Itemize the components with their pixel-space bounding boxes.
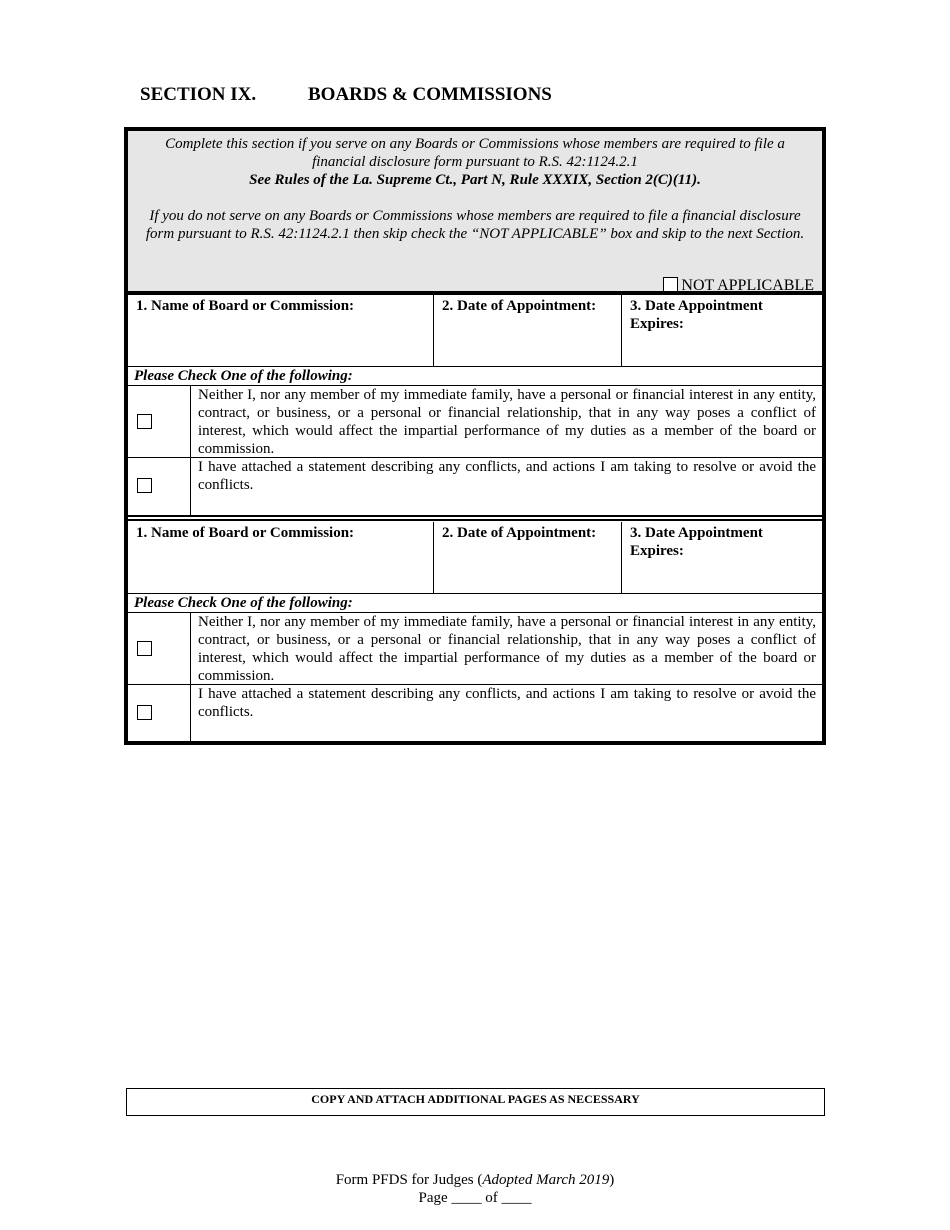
appointment-date-field[interactable] (434, 522, 622, 594)
option-no-conflict (128, 613, 822, 685)
conflict-statement-checkbox[interactable] (137, 705, 152, 720)
form-adopted: Adopted March 2019 (482, 1172, 610, 1188)
no-conflict-checkbox[interactable] (137, 414, 152, 429)
form-prefix: Form PFDS for Judges ( (335, 1172, 483, 1188)
appointment-date-label: 2. Date of Appointment: (442, 298, 597, 314)
divider (128, 519, 822, 521)
expiry-date-field[interactable] (622, 522, 822, 594)
checkbox-cell (128, 685, 191, 741)
board-header-row (128, 295, 822, 367)
section-name: BOARDS & COMMISSIONS (308, 84, 552, 105)
option-no-conflict (128, 386, 822, 458)
not-applicable-checkbox[interactable] (663, 277, 678, 292)
conflict-statement-text: I have attached a statement describing any conflicts, and actions I am taking to resolve or avoid the conflicts. (198, 686, 816, 720)
board-name-field[interactable] (128, 522, 434, 594)
conflict-statement-checkbox[interactable] (137, 478, 152, 493)
boards-form-frame (124, 127, 826, 745)
option-conflict-statement (128, 458, 822, 515)
section-number: SECTION IX. (140, 84, 257, 105)
appointment-date-field[interactable] (434, 295, 622, 367)
checkbox-cell (128, 613, 191, 684)
not-applicable-label: NOT APPLICABLE (681, 277, 814, 294)
expiry-date-label: 3. Date Appointment Expires: (630, 298, 763, 332)
board-name-field[interactable] (128, 295, 434, 367)
check-one-label: Please Check One of the following: (128, 594, 822, 613)
appointment-date-label: 2. Date of Appointment: (442, 525, 597, 541)
board-entry-2 (128, 522, 822, 741)
conflict-statement-text: I have attached a statement describing any conflicts, and actions I am taking to resolve or avoid the conflicts. (198, 459, 816, 493)
option-conflict-statement (128, 685, 822, 741)
board-entry-1 (128, 295, 822, 515)
instructions-box (128, 131, 822, 295)
skip-instruction: If you do not serve on any Boards or Commissions whose members are required to file a financial disclosure form pursuant to R.S. 42:1124.2.1 then skip check the “NOT APPLICABLE” box and skip to the next Section. (145, 208, 805, 242)
board-name-label: 1. Name of Board or Commission: (136, 525, 355, 541)
not-applicable (663, 277, 814, 295)
instruction-text: Complete this section if you serve on any Boards or Commissions whose members are required to file a financial disclosure form pursuant to R.S. 42:1124.2.1 (165, 136, 785, 170)
copy-attach-note: COPY AND ATTACH ADDITIONAL PAGES AS NECESSARY (126, 1088, 825, 1116)
board-header-row (128, 522, 822, 594)
section-heading (140, 84, 552, 106)
rule-reference: See Rules of the La. Supreme Ct., Part N, Rule XXXIX, Section 2(C)(11). (249, 172, 701, 188)
checkbox-cell (128, 458, 191, 515)
expiry-date-label: 3. Date Appointment Expires: (630, 525, 763, 559)
no-conflict-text: Neither I, nor any member of my immediate family, have a personal or financial interest in any entity, contract, or business, or a personal or financial relationship, that in any way poses a conflict of interest, which would affect the impartial performance of my duties as a member of the board or commission. (198, 614, 816, 684)
page-number: Page ____ of ____ (418, 1190, 532, 1206)
check-one-label: Please Check One of the following: (128, 367, 822, 386)
expiry-date-field[interactable] (622, 295, 822, 367)
form-suffix: ) (609, 1172, 615, 1188)
no-conflict-checkbox[interactable] (137, 641, 152, 656)
no-conflict-text: Neither I, nor any member of my immediate family, have a personal or financial interest in any entity, contract, or business, or a personal or financial relationship, that in any way poses a conflict of interest, which would affect the impartial performance of my duties as a member of the board or commission. (198, 387, 816, 457)
form-identifier (0, 1172, 950, 1189)
divider (128, 515, 822, 517)
board-name-label: 1. Name of Board or Commission: (136, 298, 355, 314)
checkbox-cell (128, 386, 191, 457)
